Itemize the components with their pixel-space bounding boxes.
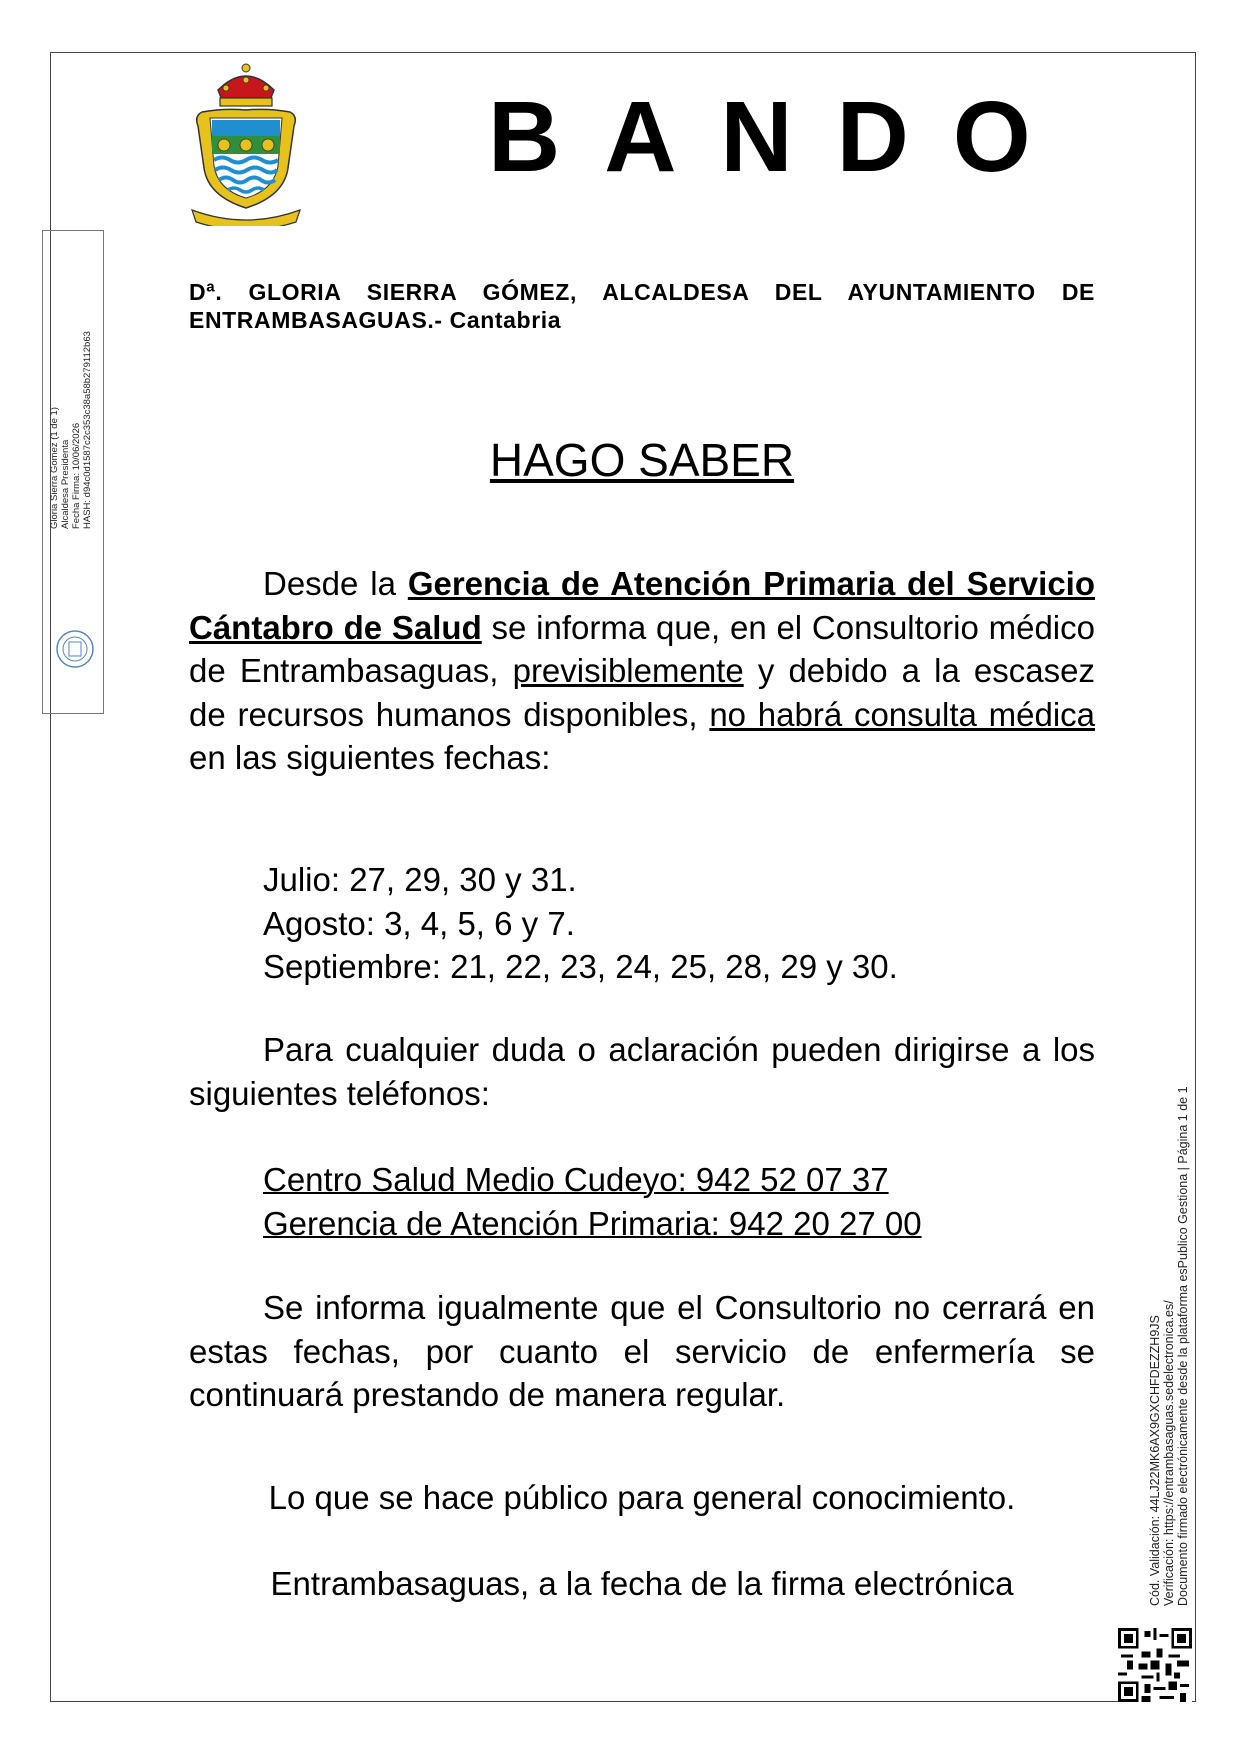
- coat-of-arms-logo: [188, 60, 304, 226]
- date-item: Julio: 27, 29, 30 y 31.: [263, 861, 577, 898]
- issuer-header: [189, 278, 1095, 334]
- section-heading: HAGO SABER: [489, 434, 795, 486]
- signature-role: Alcaldesa Presidenta: [60, 439, 71, 529]
- verification-note: Documento firmado electrónicamente desde la plataforma esPublico Gestiona | Página 1 de 1: [1176, 1086, 1190, 1606]
- dates-list: [263, 858, 898, 989]
- verification-url: Verificación: https://entrambasaguas.sedelectronica.es/: [1162, 1300, 1176, 1606]
- contact-text: Para cualquier duda o aclaración pueden dirigirse a los siguientes teléfonos:: [189, 1031, 1095, 1112]
- date-item: Septiembre: 21, 22, 23, 24, 25, 28, 29 y 30.: [263, 948, 898, 985]
- phone-item: Centro Salud Medio Cudeyo: 942 52 07 37: [263, 1161, 889, 1198]
- paragraph-notice: [189, 562, 1095, 780]
- municipal-seal-icon: [54, 628, 96, 670]
- verification-code: Cód. Validación: 44LJ22MK6AX9GXCHFDEZZH9JS: [1148, 1315, 1162, 1606]
- notice-previsiblemente: previsiblemente: [512, 652, 744, 689]
- notice-text-a: Desde la: [263, 565, 408, 602]
- nursing-text: Se informa igualmente que el Consultorio no cerrará en estas fechas, por cuanto el servicio de enfermería se continuará prestando de manera regular.: [189, 1289, 1095, 1413]
- notice-text-c: y debido a la escasez de recursos humanos disponibles,: [189, 652, 1095, 733]
- notice-no-consulta: no habrá consulta médica: [709, 695, 1096, 733]
- signature-date: Fecha Firma: 10/06/2026: [71, 422, 82, 529]
- closing-place-date: Entrambasaguas, a la fecha de la firma electrónica: [270, 1565, 1014, 1602]
- issuer-line-2: ENTRAMBASAGUAS.- Cantabria: [189, 307, 562, 333]
- issuer-line-1: Dª. GLORIA SIERRA GÓMEZ, ALCALDESA DEL AYUNTAMIENTO DE: [189, 279, 1095, 305]
- date-item: Agosto: 3, 4, 5, 6 y 7.: [263, 904, 575, 942]
- notice-organization: Gerencia de Atención Primaria del Servicio Cántabro de Salud: [189, 565, 1095, 646]
- document-title: BANDO: [488, 81, 1075, 193]
- phone-item: Gerencia de Atención Primaria: 942 20 27 00: [263, 1204, 922, 1242]
- phones-list: [263, 1158, 922, 1245]
- signature-hash: HASH: d94c0d1587c2c353c38a58b279112b63: [82, 331, 93, 529]
- signature-name: Gloria Sierra Gomez (1 de 1): [49, 407, 60, 529]
- notice-text-b: se informa que, en el Consultorio médico de Entrambasaguas,: [189, 608, 1095, 689]
- paragraph-contact: [189, 1028, 1095, 1115]
- paragraph-nursing: [189, 1286, 1095, 1417]
- closing-public: Lo que se hace público para general conocimiento.: [268, 1479, 1016, 1516]
- notice-text-d: en las siguientes fechas:: [189, 739, 551, 776]
- qr-code-icon: [1118, 1628, 1192, 1702]
